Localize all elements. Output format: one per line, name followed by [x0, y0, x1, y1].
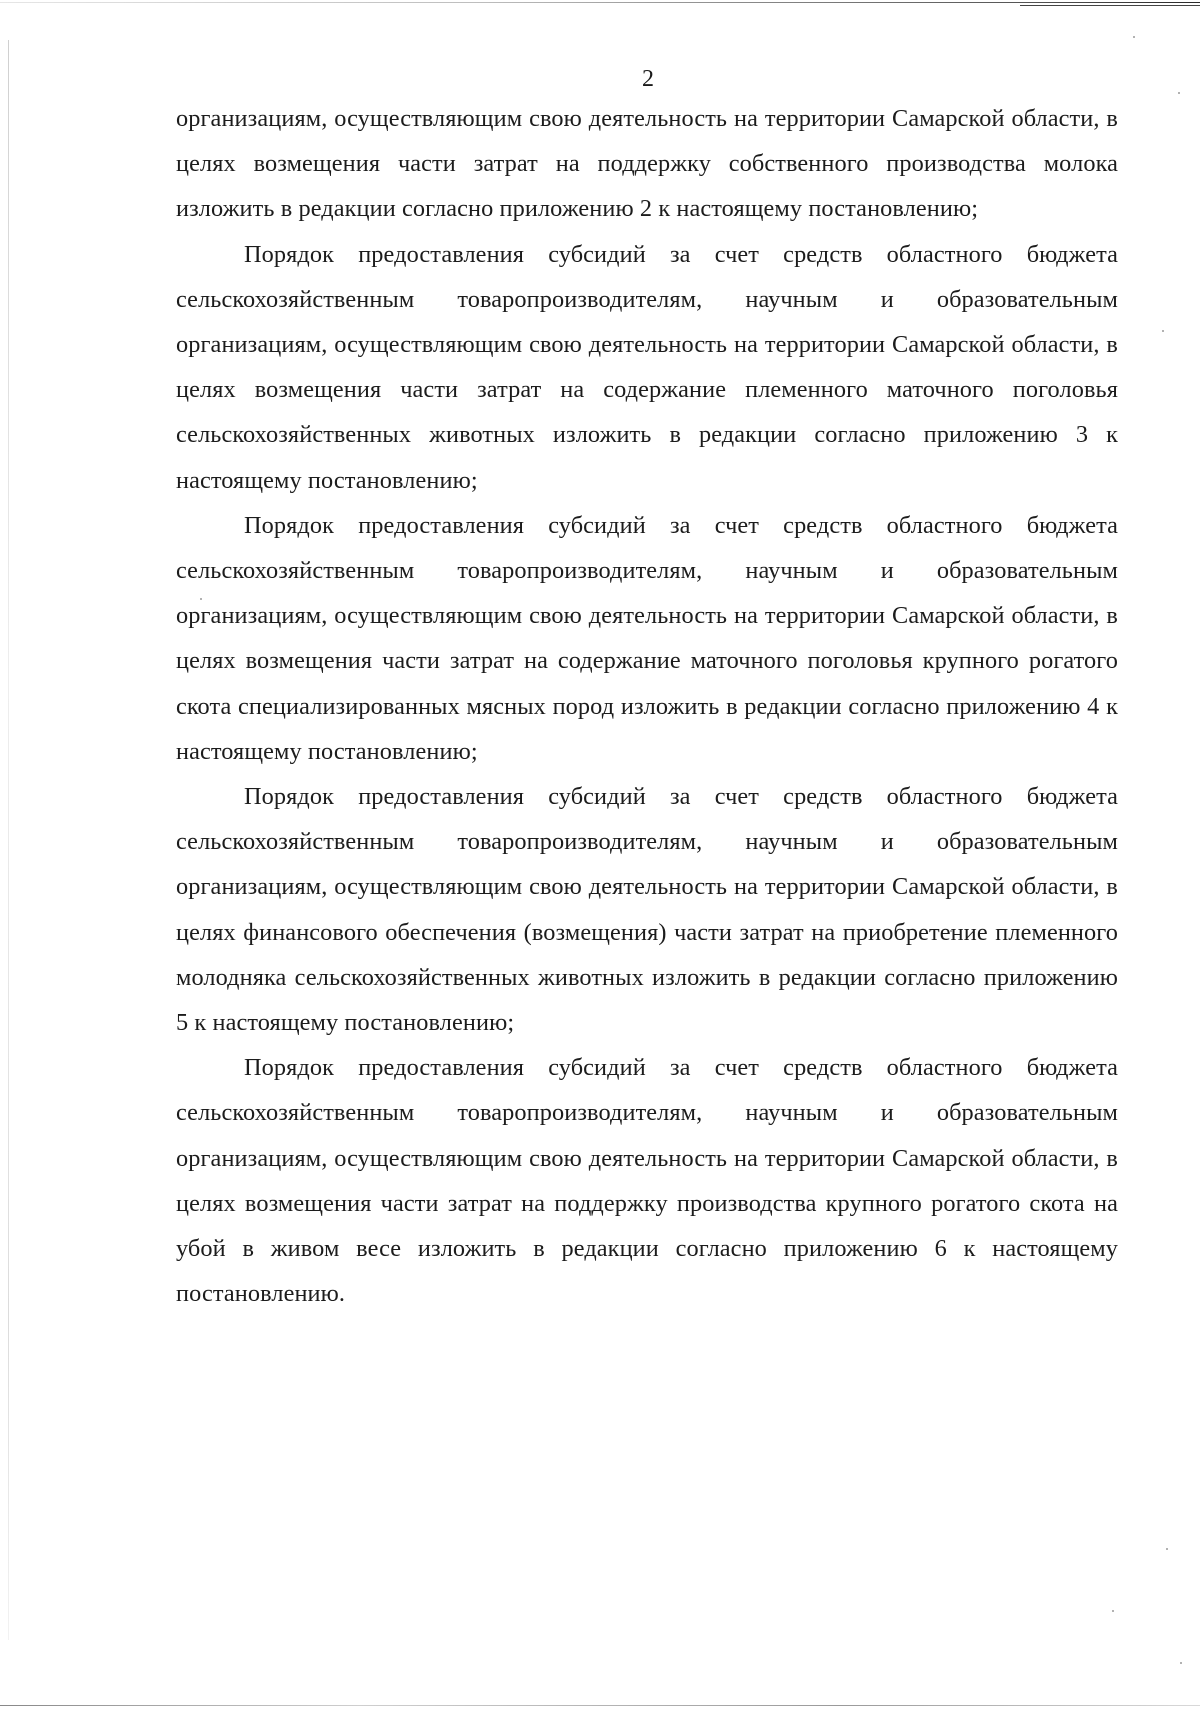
scan-speck [1166, 1548, 1168, 1550]
scan-edge-top-right [1020, 5, 1200, 6]
paragraph-appendix-4: Порядок предоставления субсидий за счет средств областного бюджета сельскохозяйственным товаропроизводителям, научным и образовательным организациям, осуществляющим свою деятельность на территории Самарской области, в целях возмещения части затрат на содержание маточного поголовья крупного рогатого скота специализированных мясных пород изложить в редакции согласно приложению 4 к настоящему постановлению; [176, 511, 1118, 765]
scan-speck [1133, 36, 1135, 38]
paragraph-appendix-6: Порядок предоставления субсидий за счет средств областного бюджета сельскохозяйственным товаропроизводителям, научным и образовательным организациям, осуществляющим свою деятельность на территории Самарской области, в целях возмещения части затрат на поддержку производства крупного рогатого скота на убой в живом весе изложить в редакции согласно приложению 6 к настоящему постановлению. [176, 1054, 1118, 1308]
paragraph-appendix-5: Порядок предоставления субсидий за счет средств областного бюджета сельскохозяйственным товаропроизводителям, научным и образовательным организациям, осуществляющим свою деятельность на территории Самарской области, в целях финансового обеспечения (возмещения) части затрат на приобретение племенного молодняка сельскохозяйственных животных изложить в редакции согласно приложению 5 к настоящему постановлению; [176, 783, 1118, 1037]
scan-edge-left [8, 40, 9, 1640]
paragraph-continuation: организациям, осуществляющим свою деятельность на территории Самарской области, в целях возмещения части затрат на поддержку собственного производства молока изложить в редакции согласно приложению 2 к настоящему постановлению; [176, 105, 1118, 223]
scan-edge-top [0, 2, 1200, 3]
scan-edge-bottom [0, 1705, 1200, 1706]
page-number: 2 [642, 66, 654, 92]
paragraph-appendix-3: Порядок предоставления субсидий за счет средств областного бюджета сельскохозяйственным товаропроизводителям, научным и образовательным организациям, осуществляющим свою деятельность на территории Самарской области, в целях возмещения части затрат на содержание племенного маточного поголовья сельскохозяйственных животных изложить в редакции согласно приложению 3 к настоящему постановлению; [176, 240, 1118, 494]
scan-speck [1112, 1610, 1114, 1612]
scan-speck [1162, 330, 1164, 332]
document-body [176, 96, 1118, 1316]
scan-speck [1180, 1662, 1182, 1664]
